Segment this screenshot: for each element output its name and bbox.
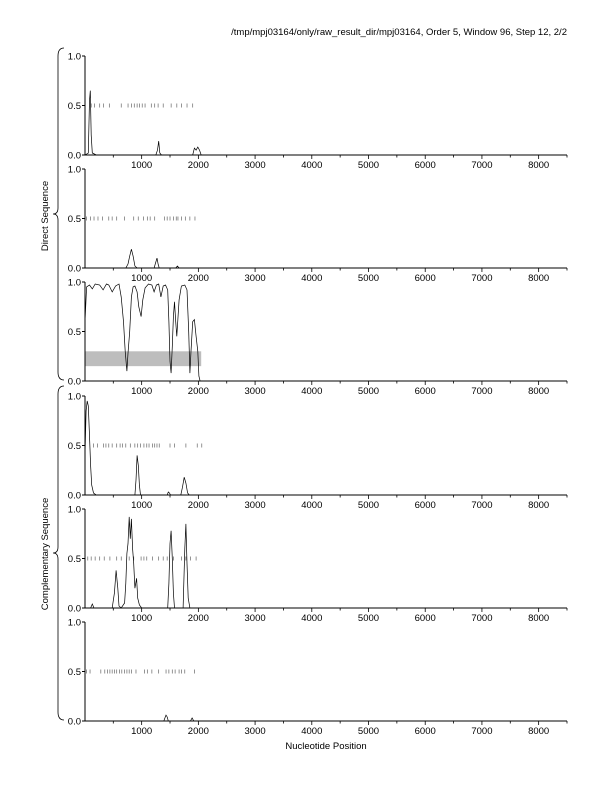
panel-3	[68, 278, 567, 398]
x-tick-label: 6000	[414, 613, 436, 624]
x-tick-label: 7000	[471, 500, 493, 511]
x-tick-label: 3000	[244, 613, 266, 624]
panel-4	[68, 392, 567, 512]
x-tick-label: 7000	[471, 160, 493, 171]
x-tick-label: 1000	[131, 386, 153, 397]
page-title: /tmp/mpj03164/only/raw_result_dir/mpj03164, Order 5, Window 96, Step 12, 2/2	[231, 27, 567, 38]
y-tick-label: 0.0	[67, 376, 81, 388]
y-tick-label: 0.5	[67, 101, 81, 112]
x-tick-label: 7000	[471, 386, 493, 397]
y-tick-label: 0.5	[67, 327, 81, 338]
x-tick-label: 5000	[357, 726, 380, 737]
x-tick-label: 1000	[131, 500, 153, 511]
x-tick-label: 4000	[301, 273, 323, 284]
x-tick-label: 4000	[301, 613, 323, 624]
x-tick-label: 8000	[528, 273, 550, 284]
panel-5	[68, 505, 567, 625]
x-tick-label: 2000	[187, 160, 209, 171]
x-tick-label: 7000	[471, 273, 493, 284]
x-tick-label: 8000	[528, 726, 550, 737]
y-tick-label: 1.0	[67, 164, 81, 176]
y-tick-label: 1.0	[67, 277, 81, 289]
y-tick-label: 1.0	[67, 617, 81, 629]
x-tick-label: 6000	[414, 500, 436, 511]
y-tick-label: 1.0	[67, 504, 81, 516]
x-tick-label: 3000	[244, 160, 266, 171]
probability-line	[85, 401, 567, 495]
panel-2	[68, 165, 567, 285]
y-tick-label: 0.5	[67, 667, 81, 678]
y-tick-label: 0.0	[67, 490, 81, 502]
x-tick-label: 3000	[244, 386, 266, 397]
y-tick-label: 0.5	[67, 214, 81, 225]
x-tick-label: 5000	[357, 386, 380, 397]
probability-line	[85, 284, 202, 381]
y-tick-label: 1.0	[67, 391, 81, 403]
x-tick-label: 6000	[414, 160, 436, 171]
probability-line	[85, 249, 567, 268]
panel-6	[68, 618, 567, 738]
y-tick-label: 0.0	[67, 716, 81, 728]
x-axis-label: Nucleotide Position	[285, 741, 367, 752]
x-tick-label: 8000	[528, 613, 550, 624]
probability-line	[85, 91, 567, 155]
x-tick-label: 8000	[528, 160, 550, 171]
x-tick-label: 6000	[414, 386, 436, 397]
x-tick-label: 1000	[131, 613, 153, 624]
x-tick-label: 5000	[357, 160, 380, 171]
x-tick-label: 3000	[244, 500, 266, 511]
coding-region-band	[85, 351, 201, 366]
panel-1	[68, 52, 567, 172]
x-tick-label: 2000	[187, 273, 209, 284]
y-tick-label: 0.0	[67, 263, 81, 275]
x-tick-label: 8000	[528, 386, 550, 397]
x-tick-label: 4000	[301, 160, 323, 171]
probability-line	[85, 517, 567, 608]
x-tick-label: 2000	[187, 386, 209, 397]
x-tick-label: 6000	[414, 726, 436, 737]
x-tick-label: 1000	[131, 160, 153, 171]
y-tick-label: 0.0	[67, 603, 81, 615]
probability-line	[85, 715, 567, 721]
direct-sequence-label: Direct Sequence	[40, 180, 51, 252]
x-tick-label: 7000	[471, 613, 493, 624]
x-tick-label: 2000	[187, 500, 209, 511]
x-tick-label: 6000	[414, 273, 436, 284]
x-tick-label: 5000	[357, 273, 380, 284]
x-tick-label: 3000	[244, 726, 266, 737]
complementary-sequence-label: Complementary Sequence	[40, 497, 51, 611]
y-tick-label: 0.5	[67, 441, 81, 452]
x-tick-label: 5000	[357, 613, 380, 624]
x-tick-label: 3000	[244, 273, 266, 284]
x-tick-label: 4000	[301, 386, 323, 397]
x-tick-label: 1000	[131, 273, 153, 284]
direct-sequence-brace	[53, 48, 64, 380]
y-tick-label: 0.0	[67, 150, 81, 162]
y-tick-label: 1.0	[67, 51, 81, 63]
x-tick-label: 5000	[357, 500, 380, 511]
x-tick-label: 8000	[528, 500, 550, 511]
x-tick-label: 4000	[301, 726, 323, 737]
y-tick-label: 0.5	[67, 554, 81, 565]
x-tick-label: 1000	[131, 726, 153, 737]
x-tick-label: 2000	[187, 726, 209, 737]
x-tick-label: 4000	[301, 500, 323, 511]
x-tick-label: 7000	[471, 726, 493, 737]
x-tick-label: 2000	[187, 613, 209, 624]
complementary-sequence-brace	[53, 386, 64, 720]
